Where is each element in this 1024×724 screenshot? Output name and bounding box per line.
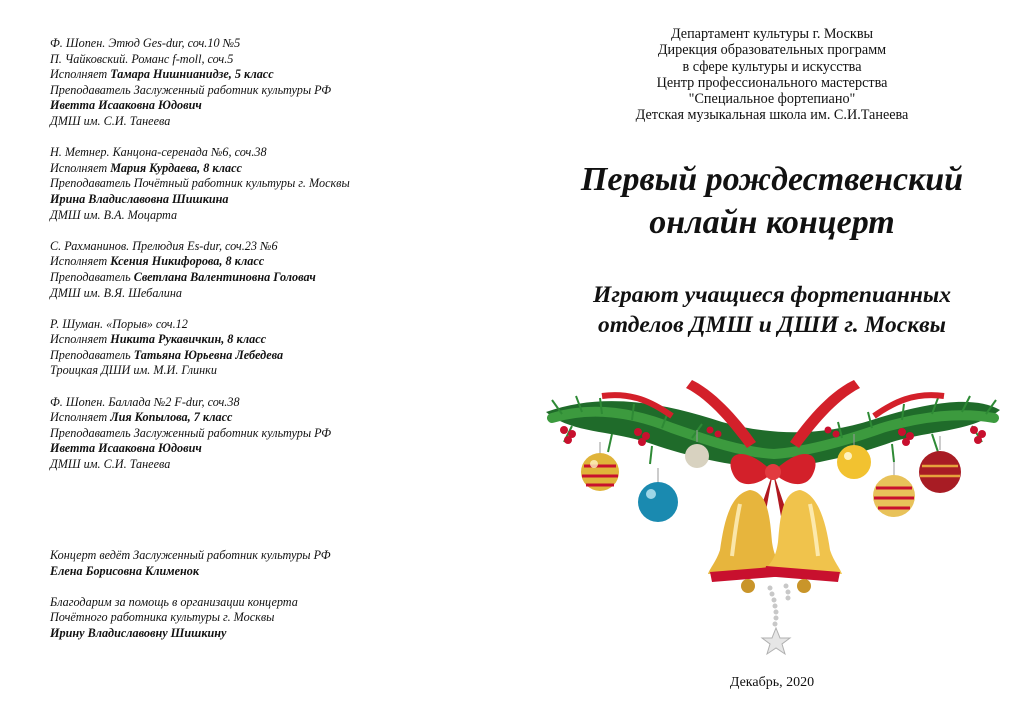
person-name: Ксения Никифорова, 8 класс [110, 254, 265, 269]
program-list [50, 36, 470, 473]
program-line [50, 410, 470, 426]
program-page [50, 36, 470, 640]
person-name: Светлана Валентиновна Головач [133, 269, 316, 284]
publication-date: Декабрь, 2020 [729, 675, 815, 690]
program-line [50, 98, 470, 114]
program-line [50, 348, 470, 364]
program-line: Преподаватель Заслуженный работник культуры РФ [50, 82, 332, 97]
program-line [50, 441, 470, 457]
subtitle-line: отделов ДМШ и ДШИ г. Москвы [598, 312, 946, 338]
person-name: Никита Рукавичкин, 8 класс [110, 332, 267, 347]
person-name: Иветта Исааковна Юдович [50, 441, 202, 456]
org-line: "Специальное фортепиано" [688, 91, 856, 108]
concert-subtitle [530, 280, 1014, 340]
role-label: Исполняет [50, 67, 111, 82]
program-item [50, 395, 470, 473]
person-name: Иветта Исааковна Юдович [50, 98, 202, 113]
org-line: в сфере культуры и искусства [682, 58, 862, 75]
role-label: Исполняет [50, 332, 111, 347]
program-line: ДМШ им. С.И. Танеева [50, 457, 171, 472]
bead-string-icon [768, 584, 791, 627]
program-line: ДМШ им. В.А. Моцарта [50, 207, 178, 222]
program-line: Н. Метнер. Канцона-серенада №6, соч.38 [50, 145, 267, 160]
person-name: Мария Курдаева, 8 класс [110, 160, 242, 175]
program-line: Р. Шуман. «Порыв» соч.12 [50, 316, 188, 331]
program-line: Ф. Шопен. Баллада №2 F-dur, соч.38 [50, 394, 240, 409]
org-line: Детская музыкальная школа им. С.И.Танеева [635, 107, 909, 124]
org-line: Дирекция образовательных программ [657, 42, 887, 59]
org-line: Центр профессионального мастерства [656, 74, 888, 91]
thanks-credit [50, 595, 470, 642]
org-line: Департамент культуры г. Москвы [670, 26, 874, 42]
thanks-line: Почётного работника культуры г. Москвы [50, 610, 275, 625]
program-line: Ф. Шопен. Этюд Ges-dur, соч.10 №5 [50, 36, 241, 50]
cover-page [530, 0, 1024, 724]
christmas-garland-illustration [542, 372, 1004, 660]
subtitle-line: Играют учащиеся фортепианных [593, 282, 951, 308]
program-line: Преподаватель Заслуженный работник культуры РФ [50, 425, 332, 440]
program-line [50, 192, 470, 208]
program-item [50, 145, 470, 223]
program-line: Троицкая ДШИ им. М.И. Глинки [50, 363, 217, 378]
person-name: Татьяна Юрьевна Лебедева [133, 347, 284, 362]
host-line: Концерт ведёт Заслуженный работник культуры РФ [50, 548, 331, 562]
title-line: Первый рождественский [580, 161, 964, 198]
program-line: ДМШ им. С.И. Танеева [50, 113, 171, 128]
host-credit [50, 548, 470, 579]
program-line: П. Чайковский. Романс f-moll, соч.5 [50, 51, 234, 66]
person-name: Ирина Владиславовна Шишкина [50, 191, 229, 206]
program-line [50, 161, 470, 177]
role-label: Исполняет [50, 160, 111, 175]
program-footer [50, 548, 470, 657]
role-label: Исполняет [50, 410, 111, 425]
program-item [50, 239, 470, 301]
program-line: Преподаватель Почётный работник культуры г. Москвы [50, 176, 350, 191]
concert-title [530, 158, 1014, 244]
program-line: С. Рахманинов. Прелюдия Es-dur, соч.23 №6 [50, 238, 278, 253]
role-label: Преподаватель [50, 269, 134, 284]
program-line [50, 67, 470, 83]
bells-icon [708, 490, 842, 593]
organization-header [530, 26, 1014, 124]
thanks-line: Благодарим за помощь в организации концерта [50, 594, 298, 609]
role-label: Преподаватель [50, 347, 134, 362]
program-item [50, 317, 470, 379]
host-name: Елена Борисовна Клименок [50, 563, 200, 578]
person-name: Лия Копылова, 7 класс [110, 410, 233, 425]
program-line: ДМШ им. В.Я. Шебалина [50, 285, 182, 300]
program-item [50, 36, 470, 130]
program-line [50, 254, 470, 270]
role-label: Исполняет [50, 254, 111, 269]
title-line: онлайн концерт [649, 204, 895, 241]
program-line [50, 332, 470, 348]
program-line [50, 270, 470, 286]
person-name: Тамара Нишнианидзе, 5 класс [110, 67, 274, 82]
star-icon [762, 628, 790, 654]
thanks-name: Ирину Владиславовну Шишкину [50, 625, 227, 640]
